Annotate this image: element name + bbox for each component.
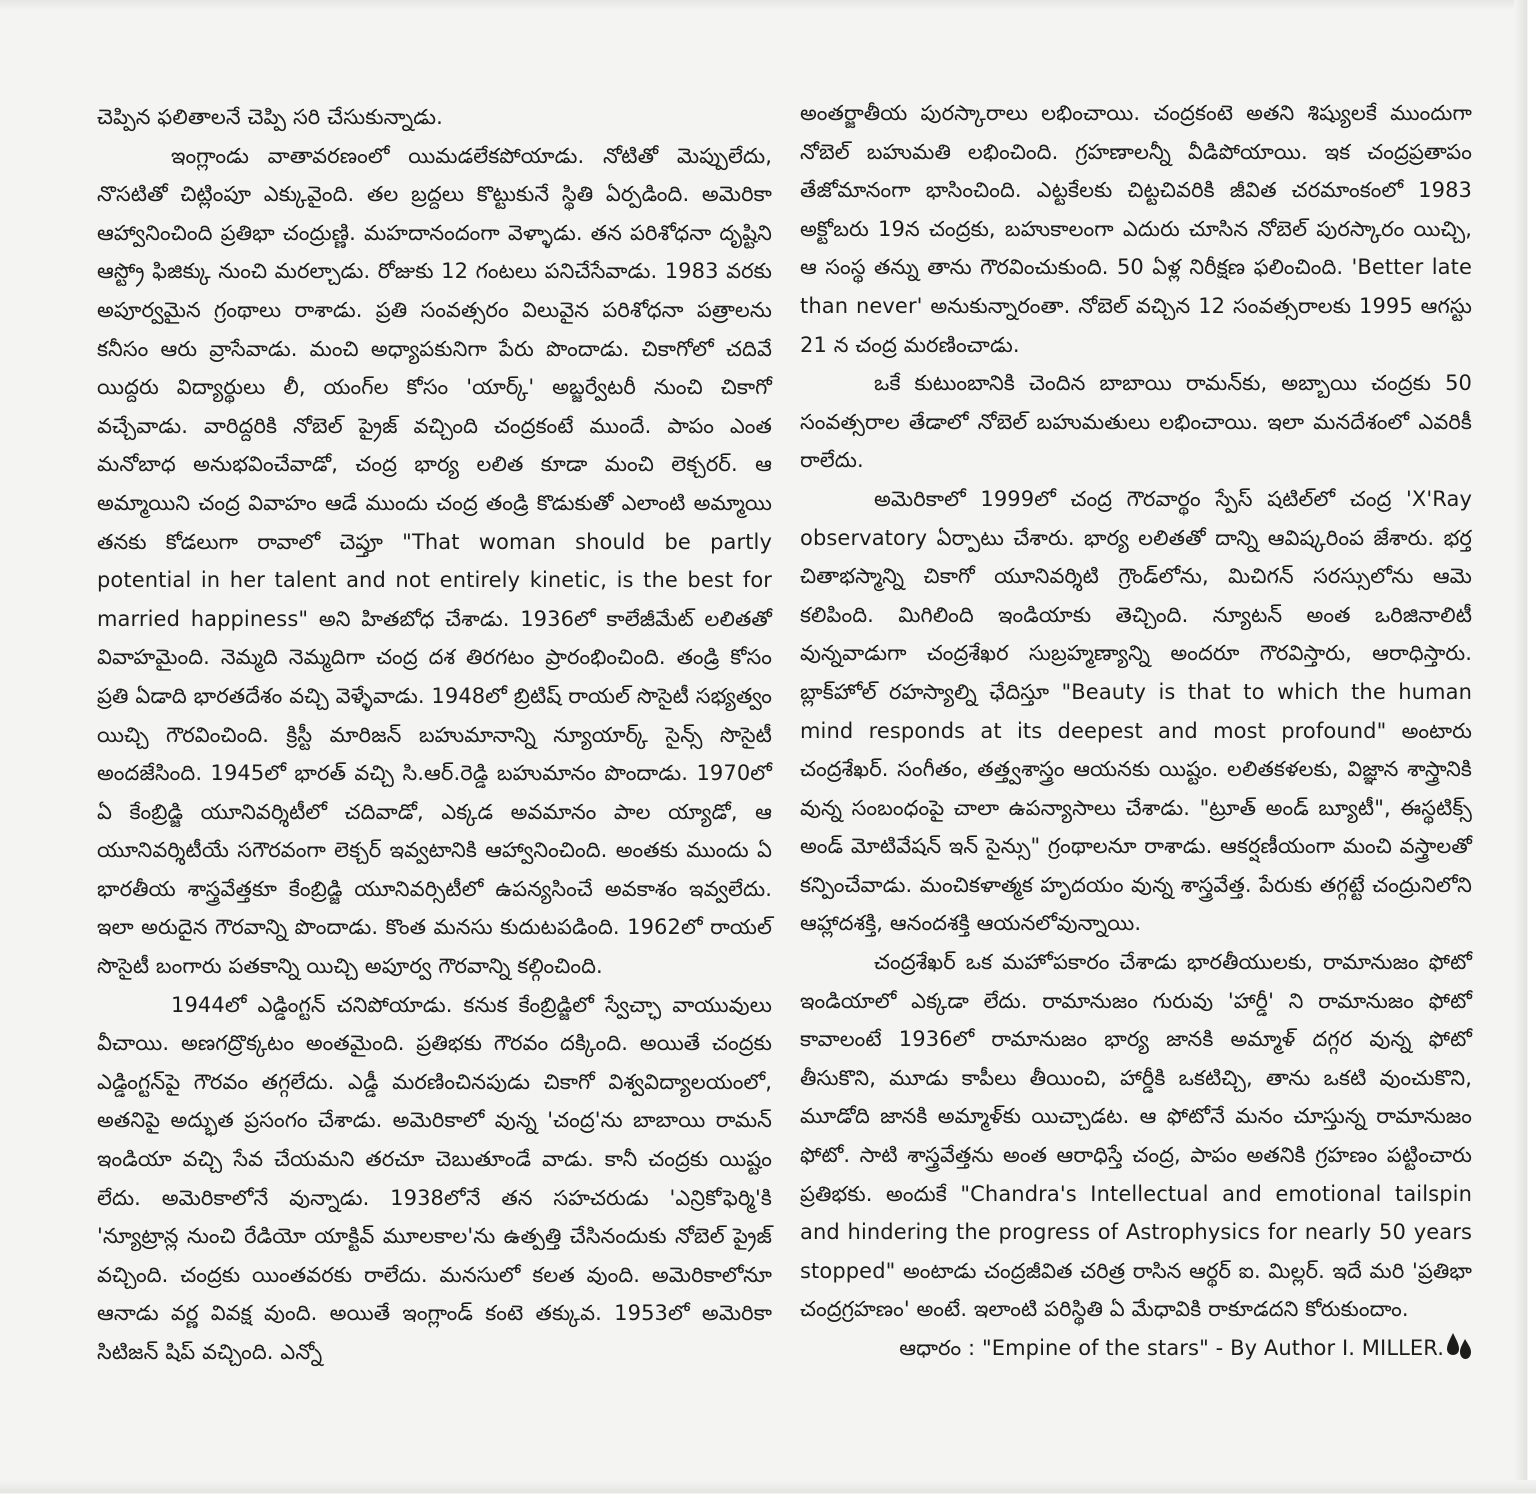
paragraph: చంద్రశేఖర్ ఒక మహోపకారం చేశాడు భారతీయులకు, రామానుజం ఫోటో ఇండియాలో ఎక్కడా లేదు. రామానుజం గురువు 'హార్డీ' ని రామానుజం ఫోటో కావాలంటే 1936లో రామానుజం భార్య జానకి అమ్మాళ్ దగ్గర వున్న ఫోటో తీసుకొని, మూడు కాపీలు తీయించి, హార్డీకి ఒకటిచ్చి, తాను ఒకటి వుంచుకొని, మూడోది జానకి అమ్మాళ్‌కు యిచ్చాడట. ఆ ఫోటోనే మనం చూస్తున్న రామానుజం ఫోటో. సాటి శాస్త్రవేత్తను అంత ఆరాధిస్తే చంద్ర, పాపం అతనికి గ్రహణం పట్టించారు ప్రతిభకు. అందుకే "Chandra's Intellectual and emotional tailspin and hindering the progress of Astrophysics for nearly 50 years stopped" అంటాడు చంద్రజీవిత చరిత్ర రాసిన ఆర్థర్ ఐ. మిల్లర్. ఇదే మరి 'ప్రతిభా చంద్రగ్రహణం' అంటే. ఇలాంటి పరిస్థితి ఏ మేధావికి రాకూడదని కోరుకుందాం. [800, 950, 1472, 1322]
paragraph: అమెరికాలో 1999లో చంద్ర గౌరవార్థం స్పేస్ షటిల్‌లో చంద్ర 'X'Ray observatory ఏర్పాటు చేశారు. భార్య లలితతో దాన్ని ఆవిష్కరింప జేశారు. భర్త చితాభస్మాన్ని చికాగో యూనివర్శిటి గ్రౌండ్‌లోను, మిచిగన్ సరస్సులోను ఆమె కలిపింది. మిగిలింది ఇండియాకు తెచ్చింది. న్యూటన్ అంత ఒరిజినాలిటీ వున్నవాడుగా చంద్రశేఖర సుబ్రహ్మణ్యాన్ని అందరూ గౌరవిస్తారు, ఆరాధిస్తారు. బ్లాక్‌హోల్ రహస్యాల్ని ఛేదిస్తూ "Beauty is that to which the human mind responds at its deepest and most profound" అంటారు చంద్రశేఖర్. సంగీతం, తత్త్వశాస్త్రం ఆయనకు యిష్టం. లలితకళలకు, విజ్ఞాన శాస్త్రానికి వున్న సంబంధంపై చాలా ఉపన్యాసాలు చేశాడు. "ట్రూత్ అండ్ బ్యూటీ", ఈస్థటిక్స్ అండ్ మోటివేషన్ ఇన్ సైన్సు" గ్రంథాలనూ రాశాడు. ఆకర్షణీయంగా మంచి వస్త్రాలతో కన్పించేవాడు. మంచికళాత్మక హృదయం వున్న శాస్త్రవేత్త. పేరుకు తగ్గట్టే చంద్రునిలోని ఆహ్లాదశక్తి, ఆనందశక్తి ఆయనలోవున్నాయి. [800, 486, 1472, 936]
paper-edge-right [1514, 0, 1536, 1504]
paragraph: ఇంగ్లాండు వాతావరణంలో యిమడలేకపోయాడు. నోటితో మెప్పులేదు, నొసటితో చిట్లింపూ ఎక్కువైంది. తల బ్రద్దలు కొట్టుకునే స్థితి ఏర్పడింది. అమెరికా ఆహ్వానించింది ప్రతిభా చంద్రుణ్ణి. మహదానందంగా వెళ్ళాడు. తన పరిశోధనా దృష్టిని ఆస్ట్రో ఫిజిక్కు నుంచి మరల్చాడు. రోజుకు 12 గంటలు పనిచేసేవాడు. 1983 వరకు అపూర్వమైన గ్రంథాలు రాశాడు. ప్రతి సంవత్సరం విలువైన పరిశోధనా పత్రాలను కనీసం ఆరు వ్రాసేవాడు. మంచి అధ్యాపకునిగా పేరు పొందాడు. చికాగోలో చదివే యిద్దరు విద్యార్థులు లీ, యంగ్‌ల కోసం 'యార్క్' అబ్జర్వేటరీ నుంచి చికాగో వచ్చేవాడు. వారిద్దరికి నోబెల్ ప్రైజ్ వచ్చింది చంద్రకంటే ముందే. పాపం ఎంత మనోబాధ అనుభవించేవాడో, చంద్ర భార్య లలిత కూడా మంచి లెక్చరర్. ఆ అమ్మాయిని చంద్ర వివాహం ఆడే ముందు చంద్ర తండ్రి కొడుకుతో ఎలాంటి అమ్మాయి తనకు కోడలుగా రావాలో చెప్తూ "That woman should be partly potential in her talent and not entirely kinetic, is the best for married happiness" అని హితబోధ చేశాడు. 1936లో కాలేజీమేట్ లలితతో వివాహమైంది. నెమ్మది నెమ్మదిగా చంద్ర దశ తిరగటం ప్రారంభించింది. తండ్రి కోసం ప్రతి ఏడాది భారతదేశం వచ్చి వెళ్ళేవాడు. 1948లో బ్రిటిష్ రాయల్ సొసైటీ సభ్యత్వం యిచ్చి గౌరవించింది. క్రిస్టీ మారిజన్ బహుమానాన్ని న్యూయార్క్ సైన్స్ సొసైటీ అందజేసింది. 1945లో భారత్ వచ్చి సి.ఆర్.రెడ్డి బహుమానం పొందాడు. 1970లో ఏ కేంబ్రిడ్జి యూనివర్శిటీలో చదివాడో, ఎక్కడ అవమానం పాల య్యాడో, ఆ యూనివర్శిటీయే సగౌరవంగా లెక్చర్ ఇవ్వటానికి ఆహ్వానించింది. అంతకు ముందు ఏ భారతీయ శాస్త్రవేత్తకూ కేంబ్రిడ్జి యూనివర్సిటీలో ఉపన్యసించే అవకాశం ఇవ్వలేదు. ఇలా అరుదైన గౌరవాన్ని పొందాడు. కొంత మనసు కుదుటపడింది. 1962లో రాయల్ సొసైటీ బంగారు పతకాన్ని యిచ్చి అపూర్వ గౌరవాన్ని కల్గించింది. [97, 143, 773, 979]
paragraph: ఒకే కుటుంబానికి చెందిన బాబాయి రామన్‌కు, అబ్బాయి చంద్రకు 50 సంవత్సరాల తేడాలో నోబెల్ బహుమతులు లభించాయి. ఇలా మనదేశంలో ఎవరికీ రాలేదు. [800, 371, 1472, 473]
paper-edge-top [0, 0, 1536, 10]
paper-edge-bottom [0, 1480, 1536, 1504]
source-text: ఆధారం : "Empine of the stars" - By Author I. MILLER. [899, 1336, 1444, 1360]
paragraph: అంతర్జాతీయ పురస్కారాలు లభించాయి. చంద్రకంటె అతని శిష్యులకే ముందుగా నోబెల్ బహుమతి లభించింది. గ్రహణాలన్నీ వీడిపోయాయి. ఇక చంద్రప్రతాపం తేజోమానంగా భాసించింది. ఎట్టకేలకు చిట్టచివరికి జీవిత చరమాంకంలో 1983 అక్టోబరు 19న చంద్రకు, బహుకాలంగా ఎదురు చూసిన నోబెల్ పురస్కారం యిచ్చి, ఆ సంస్థ తన్ను తాను గౌరవించుకుంది. 50 ఏళ్ల నిరీక్షణ ఫలించింది. 'Better late than never' అనుకున్నారంతా. నోబెల్ వచ్చిన 12 సంవత్సరాలకు 1995 ఆగస్టు 21 న చంద్ర మరణించాడు. [800, 101, 1472, 357]
left-column [97, 98, 772, 1372]
right-column [800, 94, 1472, 1374]
paragraph: 1944లో ఎడ్డింగ్టన్ చనిపోయాడు. కనుక కేంబ్రిడ్జిలో స్వేచ్ఛా వాయువులు వీచాయి. అణగద్రొక్కటం అంతమైంది. ప్రతిభకు గౌరవం దక్కింది. అయితే చంద్రకు ఎడ్డింగ్టన్‌పై గౌరవం తగ్గలేదు. ఎడ్డీ మరణించినపుడు చికాగో విశ్వవిద్యాలయంలో, అతనిపై అద్భుత ప్రసంగం చేశాడు. అమెరికాలో వున్న 'చంద్ర'ను బాబాయి రామన్ ఇండియా వచ్చి సేవ చేయమని తరచూ చెబుతూండే వాడు. కానీ చంద్రకు యిష్టం లేదు. అమెరికాలోనే వున్నాడు. 1938లోనే తన సహచరుడు 'ఎన్రికోఫెర్మి'కి 'న్యూట్రాన్ల నుంచి రేడియో యాక్టివ్ మూలకాల'ను ఉత్పత్తి చేసినందుకు నోబెల్ ప్రైజ్ వచ్చింది. చంద్రకు యింతవరకు రాలేదు. మనసులో కలత వుంది. అమెరికాలోనూ ఆనాడు వర్ణ వివక్ష వుంది. అయితే ఇంగ్లాండ్ కంటె తక్కువ. 1953లో అమెరికా సిటిజన్ షిప్ వచ్చింది. ఎన్నో [97, 992, 772, 1364]
ink-drops-icon [1446, 1331, 1472, 1374]
source-citation [800, 1329, 1472, 1374]
paragraph: చెప్పిన ఫలితాలనే చెప్పి సరి చేసుకున్నాడు. [97, 105, 443, 129]
